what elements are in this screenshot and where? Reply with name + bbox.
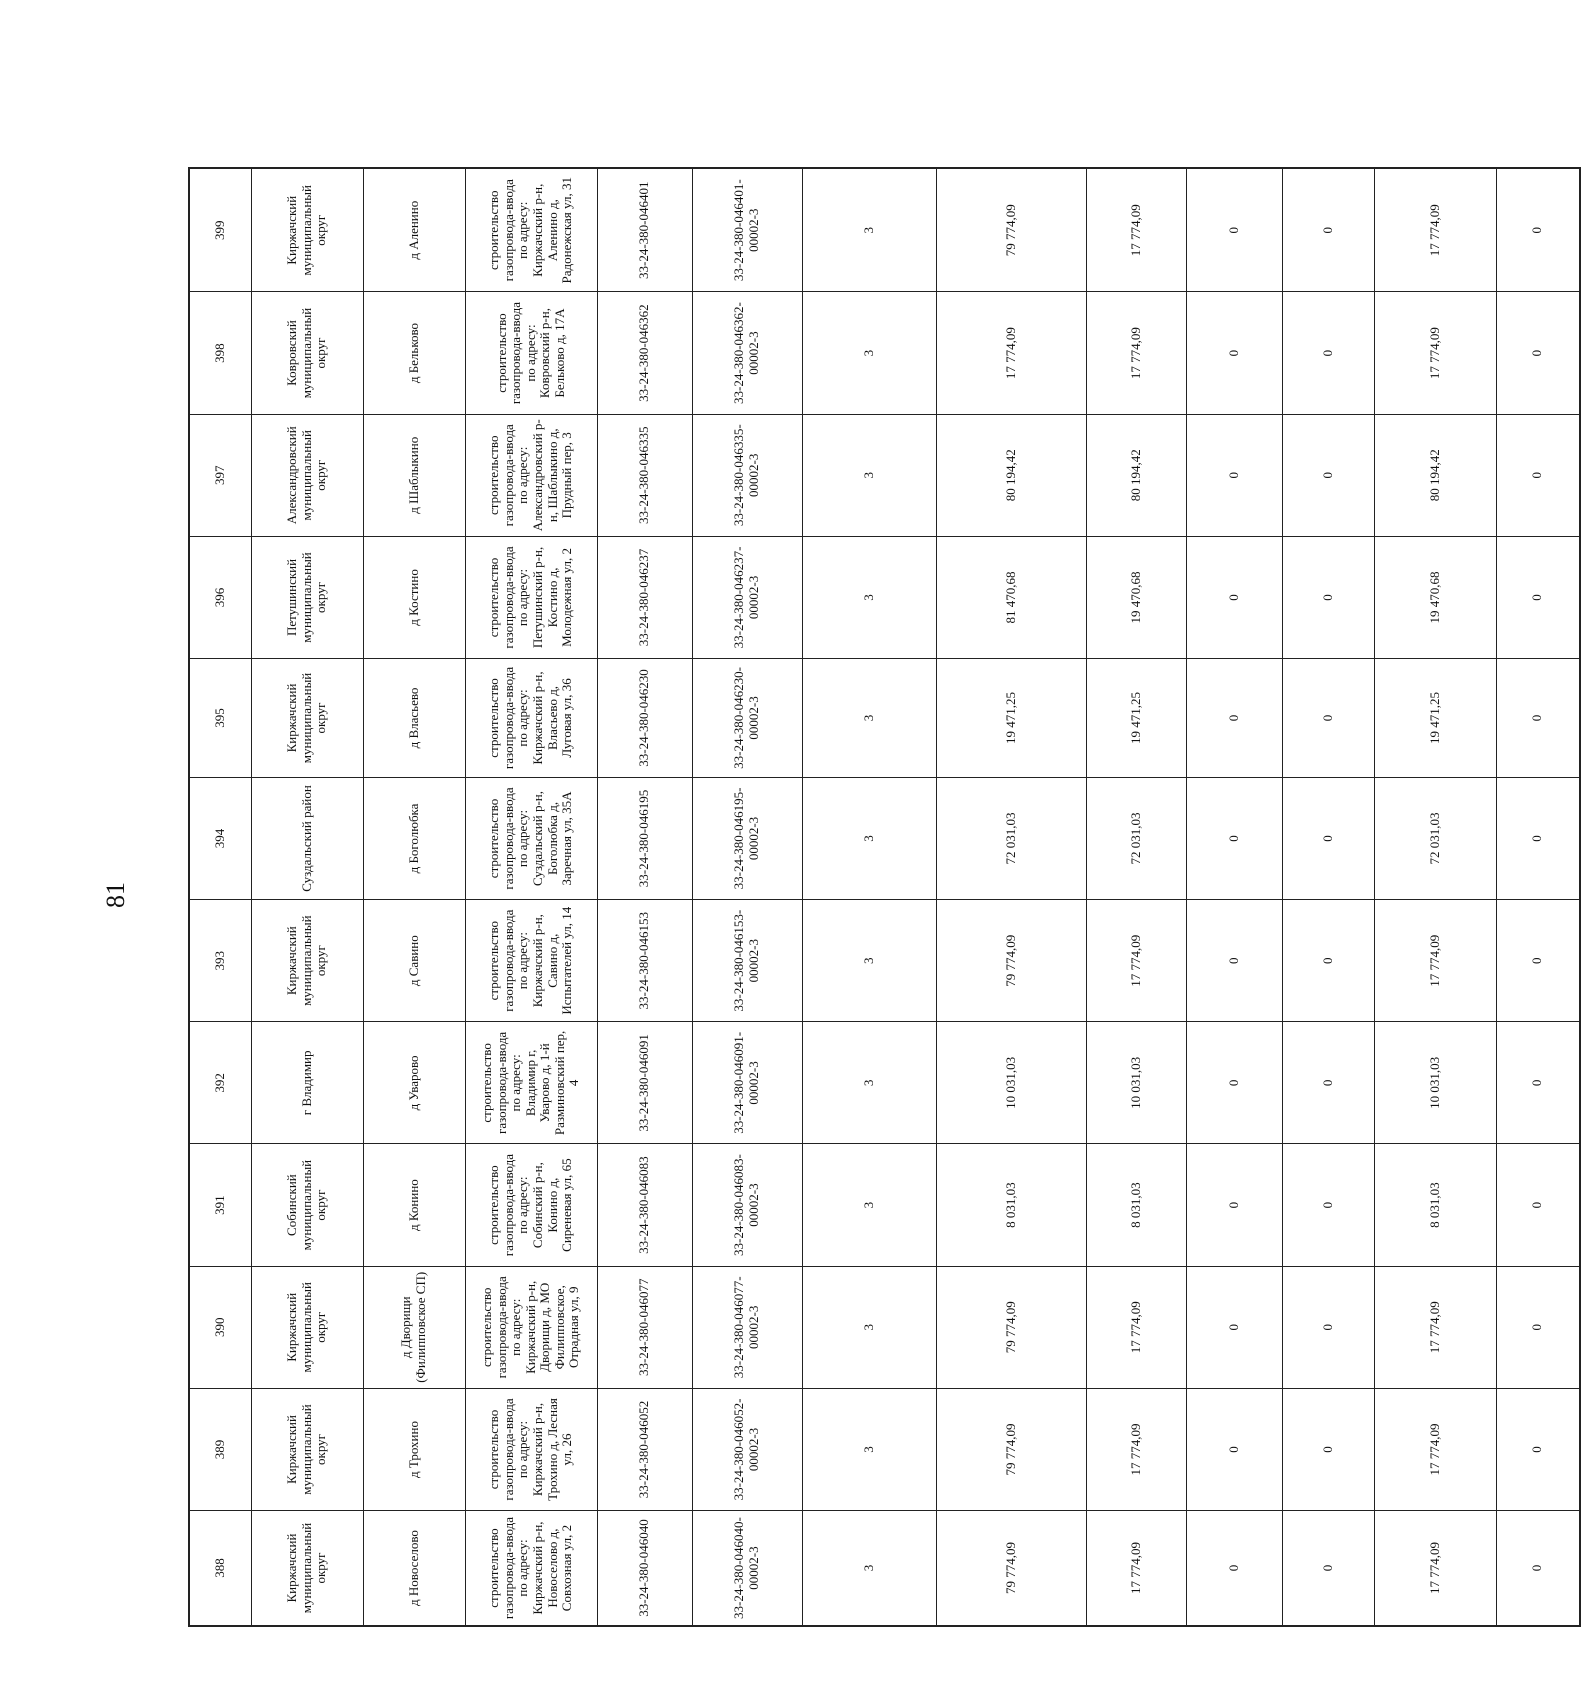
cell-category: 3 xyxy=(802,414,936,536)
cell-object: строительство газопровода-ввода по адресу: Киржачский р-н, Дворищи д, МО Филипповское, Отрадная ул, 9 xyxy=(465,1266,597,1388)
cell-district: Киржачский муниципальный округ xyxy=(251,168,363,292)
rotated-table-wrapper xyxy=(188,167,1545,1627)
cell-full-code: 33-24-380-046230-00002-3 xyxy=(692,659,802,778)
cell-no: 394 xyxy=(189,777,251,899)
cell-v5: 0 xyxy=(1496,168,1580,292)
cell-code: 33-24-380-046195 xyxy=(597,777,692,899)
cell-v3: 0 xyxy=(1282,1511,1374,1626)
cell-v1: 10 031,03 xyxy=(1086,1022,1186,1144)
cell-v2: 0 xyxy=(1186,1022,1282,1144)
cell-v4: 8 031,03 xyxy=(1374,1144,1496,1266)
cell-v5: 0 xyxy=(1496,1388,1580,1510)
row-v4 xyxy=(1374,168,1496,1626)
cell-object: строительство газопровода-ввода по адресу: Киржачский р-н, Новоселово д, Совхозная ул, 2 xyxy=(465,1511,597,1626)
cell-category: 3 xyxy=(802,536,936,658)
cell-full-code: 33-24-380-046153-00002-3 xyxy=(692,900,802,1022)
cell-total: 8 031,03 xyxy=(936,1144,1086,1266)
cell-locality: д Костино xyxy=(363,536,465,658)
cell-no: 399 xyxy=(189,168,251,292)
cell-v5: 0 xyxy=(1496,1144,1580,1266)
cell-category: 3 xyxy=(802,168,936,292)
cell-district: Ковровский муниципальный округ xyxy=(251,292,363,414)
cell-v4: 17 774,09 xyxy=(1374,168,1496,292)
cell-category: 3 xyxy=(802,292,936,414)
cell-full-code: 33-24-380-046195-00002-3 xyxy=(692,777,802,899)
cell-v3: 0 xyxy=(1282,168,1374,292)
cell-v3: 0 xyxy=(1282,1388,1374,1510)
cell-v4: 72 031,03 xyxy=(1374,777,1496,899)
cell-object: строительство газопровода-ввода по адресу: Суздальский р-н, Боголюбка д, Заречная ул, 35А xyxy=(465,777,597,899)
cell-v2: 0 xyxy=(1186,777,1282,899)
cell-v5: 0 xyxy=(1496,659,1580,778)
cell-locality: д Шаблыкино xyxy=(363,414,465,536)
cell-category: 3 xyxy=(802,1511,936,1626)
cell-category: 3 xyxy=(802,659,936,778)
cell-total: 80 194,42 xyxy=(936,414,1086,536)
cell-v2: 0 xyxy=(1186,292,1282,414)
row-total xyxy=(936,168,1086,1626)
cell-v1: 72 031,03 xyxy=(1086,777,1186,899)
cell-v5: 0 xyxy=(1496,1022,1580,1144)
cell-district: Суздальский район xyxy=(251,777,363,899)
cell-v4: 17 774,09 xyxy=(1374,1511,1496,1626)
cell-v2: 0 xyxy=(1186,1144,1282,1266)
cell-no: 397 xyxy=(189,414,251,536)
cell-v1: 19 470,68 xyxy=(1086,536,1186,658)
cell-code: 33-24-380-046052 xyxy=(597,1388,692,1510)
register-table xyxy=(188,167,1581,1627)
cell-v1: 19 471,25 xyxy=(1086,659,1186,778)
cell-v4: 10 031,03 xyxy=(1374,1022,1496,1144)
cell-v3: 0 xyxy=(1282,536,1374,658)
page-number: 81 xyxy=(101,882,130,908)
cell-code: 33-24-380-046153 xyxy=(597,900,692,1022)
cell-v4: 19 471,25 xyxy=(1374,659,1496,778)
row-object xyxy=(465,168,597,1626)
cell-object: строительство газопровода-ввода по адресу: Киржачский р-н, Власьево д, Луговая ул, 36 xyxy=(465,659,597,778)
cell-v3: 0 xyxy=(1282,1022,1374,1144)
cell-v4: 17 774,09 xyxy=(1374,292,1496,414)
cell-v1: 80 194,42 xyxy=(1086,414,1186,536)
cell-district: Киржачский муниципальный округ xyxy=(251,1388,363,1510)
cell-v2: 0 xyxy=(1186,1511,1282,1626)
cell-locality: д Аленино xyxy=(363,168,465,292)
cell-code: 33-24-380-046083 xyxy=(597,1144,692,1266)
cell-full-code: 33-24-380-046083-00002-3 xyxy=(692,1144,802,1266)
cell-category: 3 xyxy=(802,1266,936,1388)
cell-locality: д Новоселово xyxy=(363,1511,465,1626)
cell-v1: 17 774,09 xyxy=(1086,292,1186,414)
cell-total: 10 031,03 xyxy=(936,1022,1086,1144)
cell-total: 17 774,09 xyxy=(936,292,1086,414)
cell-full-code: 33-24-380-046335-00002-3 xyxy=(692,414,802,536)
cell-code: 33-24-380-046335 xyxy=(597,414,692,536)
cell-no: 391 xyxy=(189,1144,251,1266)
cell-locality: д Трохино xyxy=(363,1388,465,1510)
cell-no: 388 xyxy=(189,1511,251,1626)
cell-category: 3 xyxy=(802,777,936,899)
cell-full-code: 33-24-380-046401-00002-3 xyxy=(692,168,802,292)
cell-locality: д Власьево xyxy=(363,659,465,778)
cell-v3: 0 xyxy=(1282,414,1374,536)
cell-total: 81 470,68 xyxy=(936,536,1086,658)
cell-v3: 0 xyxy=(1282,1144,1374,1266)
cell-object: строительство газопровода-ввода по адресу: Киржачский р-н, Аленино д, Радонежская ул, 31 xyxy=(465,168,597,292)
cell-v4: 17 774,09 xyxy=(1374,1388,1496,1510)
cell-object: строительство газопровода-ввода по адресу: Собинский р-н, Конино д, Сиреневая ул, 65 xyxy=(465,1144,597,1266)
row-locality xyxy=(363,168,465,1626)
cell-district: Киржачский муниципальный округ xyxy=(251,1511,363,1626)
cell-object: строительство газопровода-ввода по адресу: Владимир г, Уварово д, 1-й Разминовский пер, 4 xyxy=(465,1022,597,1144)
row-category xyxy=(802,168,936,1626)
cell-v5: 0 xyxy=(1496,1266,1580,1388)
cell-locality: д Уварово xyxy=(363,1022,465,1144)
cell-district: Собинский муниципальный округ xyxy=(251,1144,363,1266)
cell-category: 3 xyxy=(802,1144,936,1266)
cell-object: строительство газопровода-ввода по адресу: Ковровский р-н, Бельково д, 17А xyxy=(465,292,597,414)
cell-total: 79 774,09 xyxy=(936,1388,1086,1510)
row-code xyxy=(597,168,692,1626)
cell-v2: 0 xyxy=(1186,168,1282,292)
cell-v2: 0 xyxy=(1186,1266,1282,1388)
cell-v5: 0 xyxy=(1496,1511,1580,1626)
cell-v2: 0 xyxy=(1186,1388,1282,1510)
cell-no: 392 xyxy=(189,1022,251,1144)
cell-v5: 0 xyxy=(1496,292,1580,414)
cell-district: Петушинский муниципальный округ xyxy=(251,536,363,658)
cell-no: 393 xyxy=(189,900,251,1022)
row-v3 xyxy=(1282,168,1374,1626)
cell-district: Киржачский муниципальный округ xyxy=(251,900,363,1022)
cell-v3: 0 xyxy=(1282,292,1374,414)
row-v1 xyxy=(1086,168,1186,1626)
cell-category: 3 xyxy=(802,1022,936,1144)
cell-total: 79 774,09 xyxy=(936,168,1086,292)
cell-locality: д Савино xyxy=(363,900,465,1022)
cell-total: 79 774,09 xyxy=(936,900,1086,1022)
cell-total: 72 031,03 xyxy=(936,777,1086,899)
cell-code: 33-24-380-046362 xyxy=(597,292,692,414)
cell-district: Александровский муниципальный округ xyxy=(251,414,363,536)
cell-v1: 17 774,09 xyxy=(1086,168,1186,292)
cell-v5: 0 xyxy=(1496,536,1580,658)
cell-v1: 17 774,09 xyxy=(1086,900,1186,1022)
cell-v1: 17 774,09 xyxy=(1086,1388,1186,1510)
cell-full-code: 33-24-380-046077-00002-3 xyxy=(692,1266,802,1388)
cell-total: 19 471,25 xyxy=(936,659,1086,778)
cell-object: строительство газопровода-ввода по адресу: Александровский р-н, Шаблыкино д, Прудный пер, 3 xyxy=(465,414,597,536)
row-district xyxy=(251,168,363,1626)
cell-no: 398 xyxy=(189,292,251,414)
cell-no: 389 xyxy=(189,1388,251,1510)
row-v2 xyxy=(1186,168,1282,1626)
cell-locality: д Бельково xyxy=(363,292,465,414)
cell-full-code: 33-24-380-046040-00002-3 xyxy=(692,1511,802,1626)
cell-v2: 0 xyxy=(1186,659,1282,778)
cell-district: Киржачский муниципальный округ xyxy=(251,1266,363,1388)
cell-total: 79 774,09 xyxy=(936,1266,1086,1388)
cell-v5: 0 xyxy=(1496,900,1580,1022)
cell-code: 33-24-380-046230 xyxy=(597,659,692,778)
row-no xyxy=(189,168,251,1626)
cell-v3: 0 xyxy=(1282,900,1374,1022)
cell-category: 3 xyxy=(802,1388,936,1510)
cell-v3: 0 xyxy=(1282,659,1374,778)
cell-full-code: 33-24-380-046362-00002-3 xyxy=(692,292,802,414)
cell-v1: 17 774,09 xyxy=(1086,1511,1186,1626)
row-full-code xyxy=(692,168,802,1626)
cell-v3: 0 xyxy=(1282,777,1374,899)
cell-no: 390 xyxy=(189,1266,251,1388)
cell-code: 33-24-380-046091 xyxy=(597,1022,692,1144)
cell-district: г Владимир xyxy=(251,1022,363,1144)
cell-v3: 0 xyxy=(1282,1266,1374,1388)
cell-category: 3 xyxy=(802,900,936,1022)
cell-v4: 80 194,42 xyxy=(1374,414,1496,536)
cell-object: строительство газопровода-ввода по адресу: Киржачский р-н, Савино д, Испытателей ул, 14 xyxy=(465,900,597,1022)
cell-code: 33-24-380-046040 xyxy=(597,1511,692,1626)
table-body xyxy=(189,168,1580,1626)
cell-district: Киржачский муниципальный округ xyxy=(251,659,363,778)
cell-v1: 17 774,09 xyxy=(1086,1266,1186,1388)
cell-no: 395 xyxy=(189,659,251,778)
cell-v2: 0 xyxy=(1186,536,1282,658)
cell-v4: 19 470,68 xyxy=(1374,536,1496,658)
cell-full-code: 33-24-380-046091-00002-3 xyxy=(692,1022,802,1144)
cell-code: 33-24-380-046237 xyxy=(597,536,692,658)
cell-no: 396 xyxy=(189,536,251,658)
cell-locality: д Конино xyxy=(363,1144,465,1266)
cell-object: строительство газопровода-ввода по адресу: Петушинский р-н, Костино д, Молодежная ул, 2 xyxy=(465,536,597,658)
cell-object: строительство газопровода-ввода по адресу: Киржачский р-н, Трохино д, Лесная ул, 26 xyxy=(465,1388,597,1510)
row-v5 xyxy=(1496,168,1580,1626)
cell-full-code: 33-24-380-046052-00002-3 xyxy=(692,1388,802,1510)
cell-locality: д Дворищи (Филипповское СП) xyxy=(363,1266,465,1388)
cell-total: 79 774,09 xyxy=(936,1511,1086,1626)
cell-v5: 0 xyxy=(1496,777,1580,899)
cell-v2: 0 xyxy=(1186,414,1282,536)
cell-v4: 17 774,09 xyxy=(1374,900,1496,1022)
cell-v4: 17 774,09 xyxy=(1374,1266,1496,1388)
cell-code: 33-24-380-046401 xyxy=(597,168,692,292)
cell-v5: 0 xyxy=(1496,414,1580,536)
cell-code: 33-24-380-046077 xyxy=(597,1266,692,1388)
cell-full-code: 33-24-380-046237-00002-3 xyxy=(692,536,802,658)
cell-v1: 8 031,03 xyxy=(1086,1144,1186,1266)
cell-locality: д Боголюбка xyxy=(363,777,465,899)
cell-v2: 0 xyxy=(1186,900,1282,1022)
